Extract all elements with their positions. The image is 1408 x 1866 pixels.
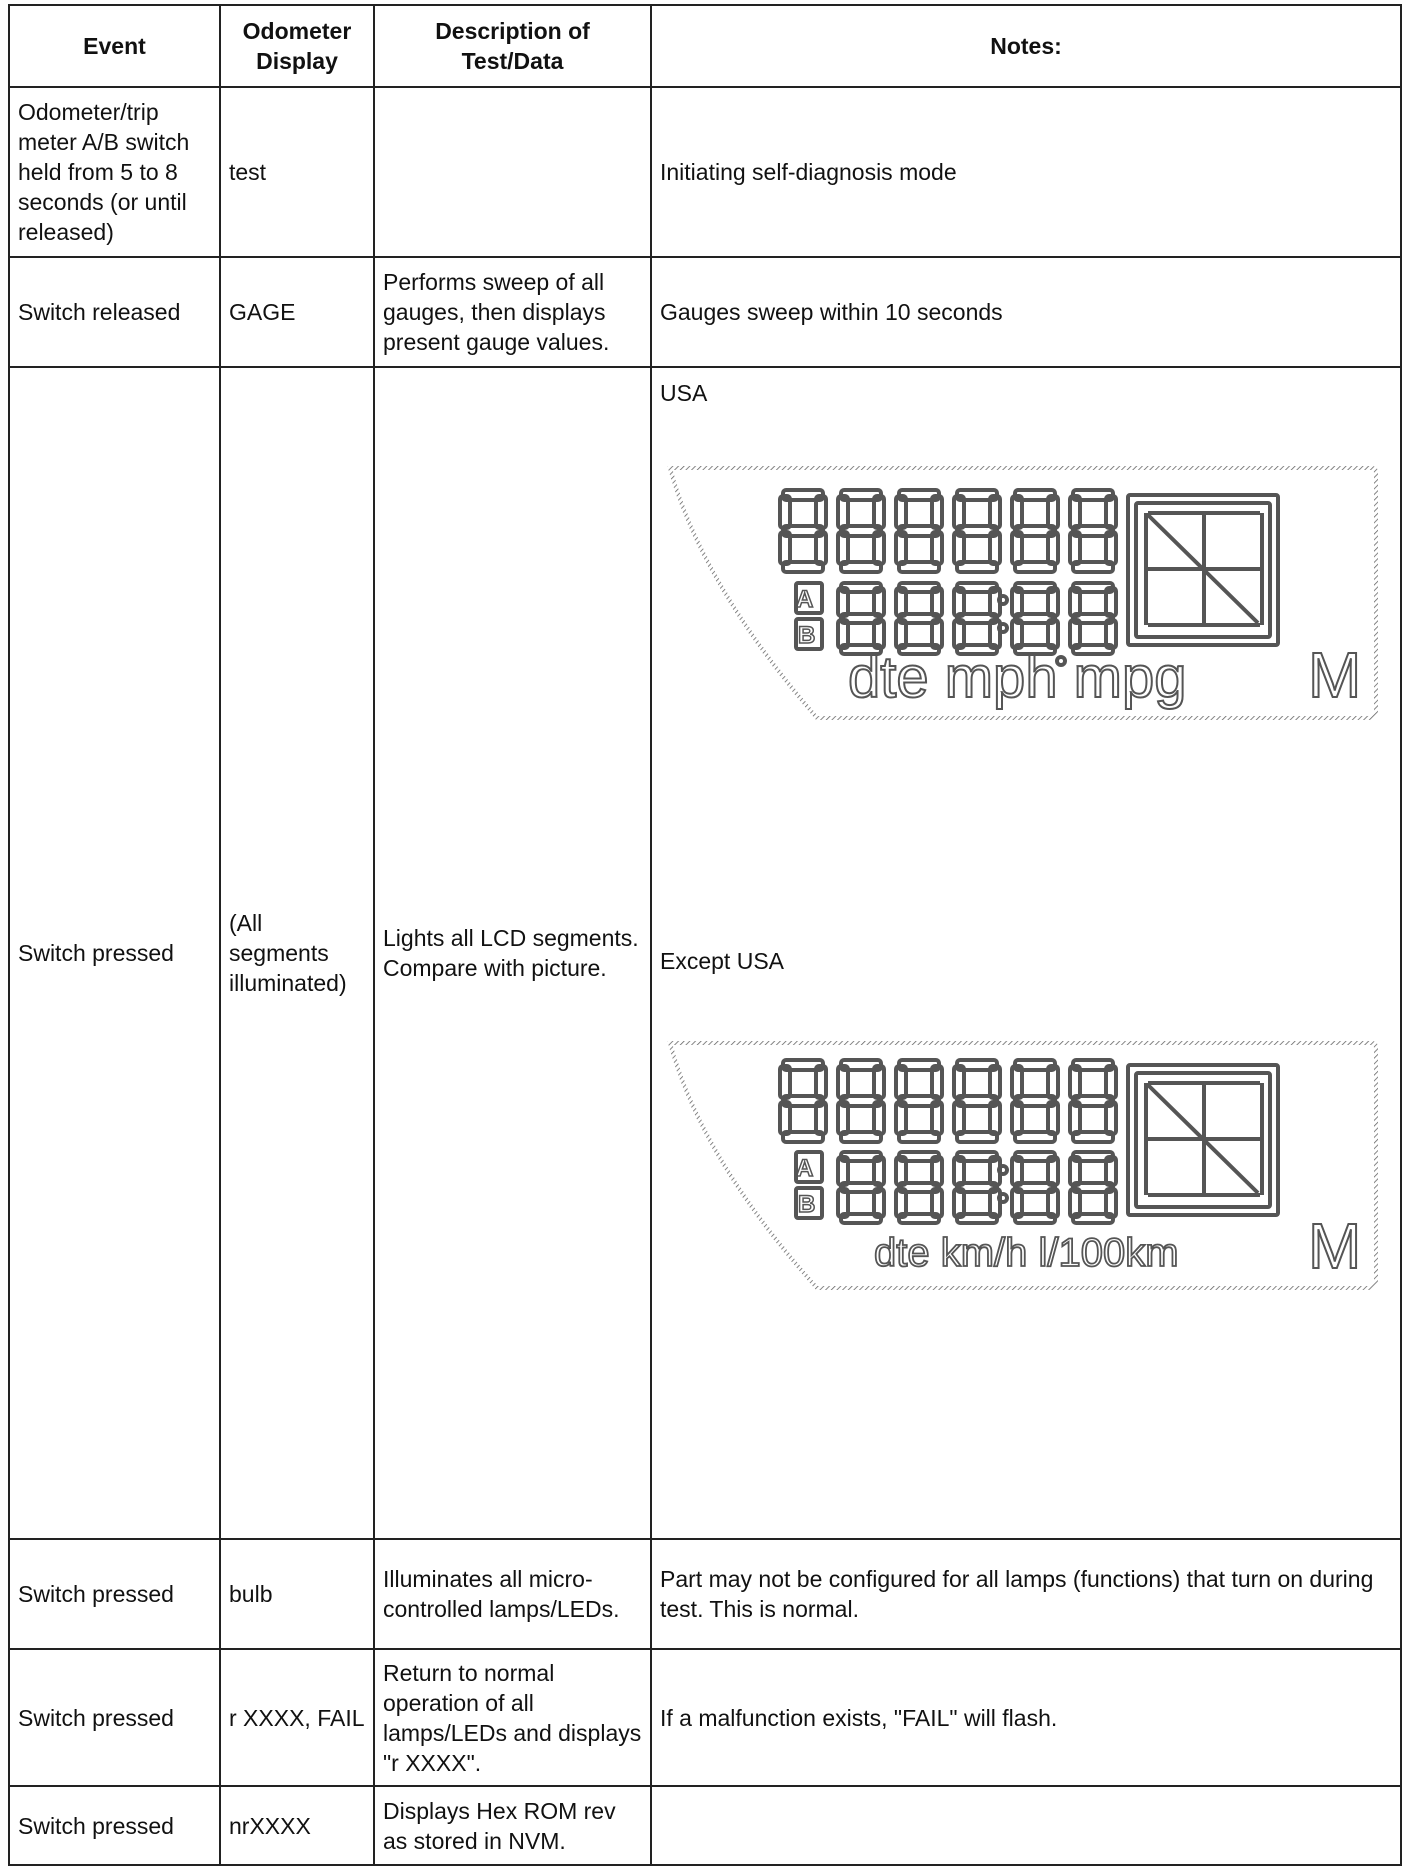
- lcd-usa-picture: [662, 465, 1378, 775]
- description-cell: Performs sweep of all gauges, then displays present gauge values.: [374, 257, 651, 367]
- table-row: [9, 1786, 1401, 1865]
- trip-b-label: B: [798, 1191, 816, 1218]
- description-cell: [374, 87, 651, 257]
- usa-label: USA: [660, 380, 708, 406]
- notes-cell: Initiating self-diagnosis mode: [651, 87, 1401, 257]
- event-cell: Switch pressed: [9, 367, 220, 1539]
- table-row: [9, 257, 1401, 367]
- event-cell: Switch pressed: [9, 1786, 220, 1865]
- event-cell: Odometer/trip meter A/B switch held from 5 to 8 seconds (or until released): [9, 87, 220, 257]
- notes-cell-lcd: [651, 367, 1401, 1539]
- odometer-cell: GAGE: [220, 257, 374, 367]
- lcd-units-label: dte mph mpg: [848, 645, 1187, 710]
- table-row: [9, 87, 1401, 257]
- table-row: [9, 1539, 1401, 1649]
- lcd-mode-label: M: [1308, 639, 1362, 711]
- notes-cell: Gauges sweep within 10 seconds: [651, 257, 1401, 367]
- header-notes: Notes:: [651, 5, 1401, 87]
- event-cell: Switch pressed: [9, 1539, 220, 1649]
- odometer-cell: r XXXX, FAIL: [220, 1649, 374, 1786]
- description-cell: Return to normal operation of all lamps/LEDs and displays "r XXXX".: [374, 1649, 651, 1786]
- trip-a-label: A: [796, 1155, 814, 1182]
- trip-a-label: A: [796, 586, 814, 613]
- odometer-cell: bulb: [220, 1539, 374, 1649]
- odometer-cell: test: [220, 87, 374, 257]
- table-row: [9, 1649, 1401, 1786]
- event-cell: Switch pressed: [9, 1649, 220, 1786]
- description-cell: Lights all LCD segments. Compare with picture.: [374, 367, 651, 1539]
- odometer-cell: nrXXXX: [220, 1786, 374, 1865]
- notes-cell: If a malfunction exists, "FAIL" will flash.: [651, 1649, 1401, 1786]
- self-test-table: [8, 4, 1402, 1866]
- lcd-mode-label: M: [1308, 1210, 1362, 1282]
- notes-cell: [651, 1786, 1401, 1865]
- header-row: [9, 5, 1401, 87]
- description-cell: Displays Hex ROM rev as stored in NVM.: [374, 1786, 651, 1865]
- lcd-units-label: dte km/h l/100km: [874, 1231, 1179, 1275]
- table-row: [9, 367, 1401, 1539]
- header-description: Description of Test/Data: [374, 5, 651, 87]
- odometer-cell: (All segments illuminated): [220, 367, 374, 1539]
- header-odometer-display: Odometer Display: [220, 5, 374, 87]
- notes-cell: Part may not be configured for all lamps (functions) that turn on during test. This is normal.: [651, 1539, 1401, 1649]
- except-usa-label: Except USA: [660, 948, 784, 974]
- event-cell: Switch released: [9, 257, 220, 367]
- description-cell: Illuminates all micro-controlled lamps/LEDs.: [374, 1539, 651, 1649]
- trip-b-label: B: [798, 622, 816, 649]
- lcd-except-usa-picture: [662, 1040, 1378, 1340]
- header-event: Event: [9, 5, 220, 87]
